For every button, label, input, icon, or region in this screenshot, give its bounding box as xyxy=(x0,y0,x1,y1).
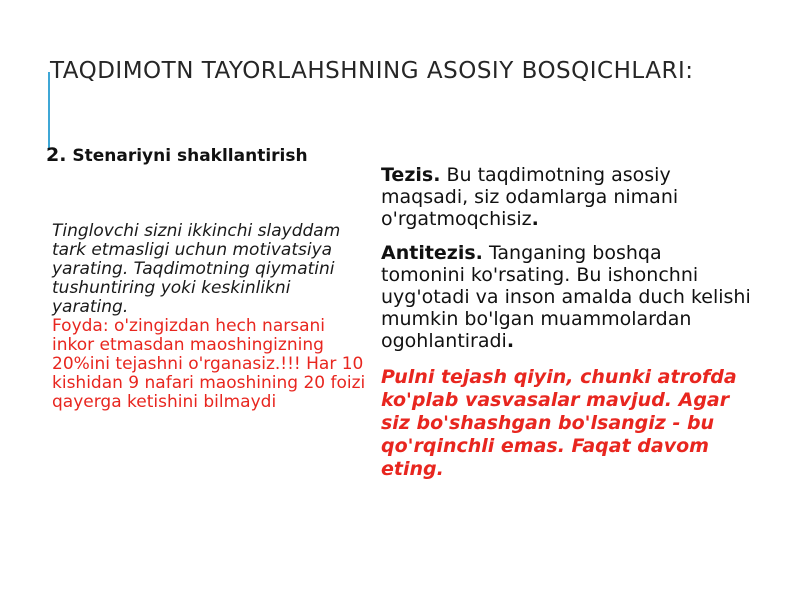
antitezis-text: Tanganing boshqa tomonini ko'rsating. Bu ishonchni uyg'otadi va inson amalda duch kelishi mumkin bo'lgan muammolardan ogohlantiradi xyxy=(381,242,751,352)
subheading xyxy=(46,144,308,166)
tezis-text: Bu taqdimotning asosiy maqsadi, siz odamlarga nimani o'rgatmoqchisiz xyxy=(381,164,679,230)
subheading-text: Stenariyni shakllantirish xyxy=(66,146,308,166)
tezis-paragraph xyxy=(381,164,751,230)
tezis-label: Tezis. xyxy=(381,164,441,186)
slide-title: TAQDIMOTN TAYORLAHSHNING ASOSIY BOSQICHLARI: xyxy=(50,58,694,84)
antitezis-label: Antitezis. xyxy=(381,242,483,264)
right-column xyxy=(381,164,751,481)
tezis-end: . xyxy=(531,208,539,230)
left-italic-paragraph: Tinglovchi sizni ikkinchi slayddam tark etmasligi uchun motivatsiya yarating. Taqdimotning qiymatini tushuntiring yoki keskinlikni yarating. xyxy=(52,221,341,317)
subheading-number: 2. xyxy=(46,144,67,166)
left-column xyxy=(52,222,370,412)
left-red-paragraph: Foyda: o'zingizdan hech narsani inkor etmasdan maoshingizning 20%ini tejashni o'rganasiz.!!! Har 10 kishidan 9 nafari maoshining 20 foizi qayerga ketishini bilmaydi xyxy=(52,316,366,412)
antitezis-end: . xyxy=(506,330,515,352)
right-red-paragraph: Pulni tejash qiyin, chunki atrofda ko'plab vasvasalar mavjud. Agar siz bo'shashgan bo'lsangiz - bu qo'rqinchli emas. Faqat davom eting. xyxy=(381,366,737,480)
antitezis-paragraph xyxy=(381,242,751,352)
